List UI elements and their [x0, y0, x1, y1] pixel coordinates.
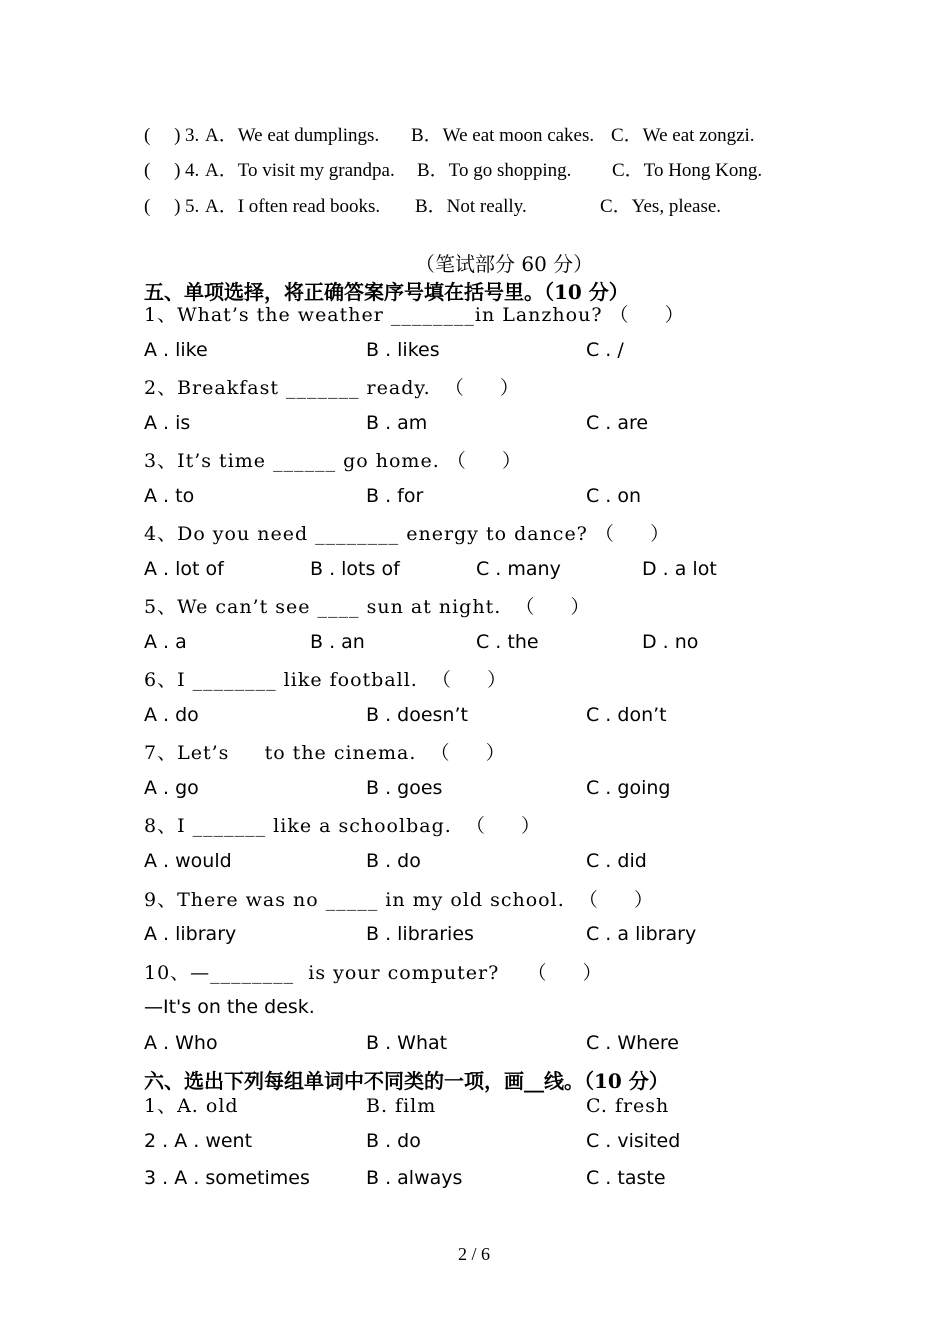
s6-row1-b: B. film — [366, 1095, 437, 1117]
q7-option-b: B . goes — [366, 777, 443, 799]
q3-option-b: B . for — [366, 485, 424, 507]
q4-option-b: B . lots of — [310, 558, 400, 580]
question-1: 1、What’s the weather ________in Lanzhou? （ ） — [144, 304, 685, 326]
written-part-title: （笔试部分 60 分） — [415, 252, 594, 276]
q5-option-d: D . no — [642, 631, 699, 653]
answer-paren: ( ) — [144, 196, 181, 217]
s6-row1-a: 1、A. old — [144, 1095, 239, 1117]
q3-option-c: C . on — [586, 485, 642, 507]
q2-option-b: B . am — [366, 412, 428, 434]
q10-answer-line: —It's on the desk. — [144, 996, 315, 1018]
s6-row2-c: C . visited — [586, 1130, 681, 1152]
q2-option-a: A . is — [144, 412, 191, 434]
option-a: A．I often read books. — [205, 196, 381, 217]
s6-row3-b: B . always — [366, 1167, 463, 1189]
q1-option-a: A . like — [144, 339, 208, 361]
s6-row1-c: C. fresh — [586, 1095, 670, 1117]
q9-option-c: C . a library — [586, 923, 697, 945]
q6-option-a: A . do — [144, 704, 199, 726]
q3-option-a: A . to — [144, 485, 195, 507]
q5-option-a: A . a — [144, 631, 187, 653]
question-7: 7、Let’s to the cinema. （ ） — [144, 742, 506, 764]
question-2: 2、Breakfast _______ ready. （ ） — [144, 377, 520, 399]
question-5: 5、We can’t see ____ sun at night. （ ） — [144, 596, 591, 618]
q2-option-c: C . are — [586, 412, 649, 434]
question-10: 10、—________ is your computer? （ ） — [144, 962, 603, 984]
option-c: C．To Hong Kong. — [612, 160, 763, 181]
s6-row3-a: 3 . A . sometimes — [144, 1167, 310, 1189]
q4-option-d: D . a lot — [642, 558, 717, 580]
item-number: 5. — [185, 196, 200, 217]
option-a: A．We eat dumplings. — [205, 125, 380, 146]
option-b: B．To go shopping. — [417, 160, 572, 181]
s6-row3-c: C . taste — [586, 1167, 666, 1189]
q9-option-b: B . libraries — [366, 923, 474, 945]
section-six-heading: 六、选出下列每组单词中不同类的一项，画__线。（10 分） — [144, 1069, 669, 1093]
q1-option-b: B . likes — [366, 339, 440, 361]
question-9: 9、There was no _____ in my old school. （ ） — [144, 889, 655, 911]
q4-option-a: A . lot of — [144, 558, 224, 580]
q1-option-c: C . / — [586, 339, 624, 361]
q10-option-a: A . Who — [144, 1032, 218, 1054]
q7-option-a: A . go — [144, 777, 199, 799]
q7-option-c: C . going — [586, 777, 671, 799]
item-number: 4. — [185, 160, 200, 181]
q5-option-c: C . the — [476, 631, 539, 653]
answer-paren: ( ) — [144, 160, 181, 181]
question-3: 3、It’s time ______ go home. （ ） — [144, 450, 522, 472]
q9-option-a: A . library — [144, 923, 237, 945]
section-five-heading: 五、单项选择，将正确答案序号填在括号里。（10 分） — [144, 280, 629, 304]
option-c: C．Yes, please. — [600, 196, 722, 217]
item-number: 3. — [185, 125, 200, 146]
option-c: C．We eat zongzi. — [611, 125, 755, 146]
q10-option-c: C . Where — [586, 1032, 679, 1054]
q5-option-b: B . an — [310, 631, 365, 653]
option-b: B．Not really. — [415, 196, 527, 217]
q6-option-c: C . don’t — [586, 704, 667, 726]
s6-row2-b: B . do — [366, 1130, 421, 1152]
question-4: 4、Do you need ________ energy to dance? （ ） — [144, 523, 671, 545]
question-6: 6、I ________ like football. （ ） — [144, 669, 508, 691]
q10-option-b: B . What — [366, 1032, 448, 1054]
q6-option-b: B . doesn’t — [366, 704, 468, 726]
q4-option-c: C . many — [476, 558, 561, 580]
q8-option-c: C . did — [586, 850, 647, 872]
answer-paren: ( ) — [144, 125, 181, 146]
q8-option-a: A . would — [144, 850, 232, 872]
question-8: 8、I _______ like a schoolbag. （ ） — [144, 815, 542, 837]
s6-row2-a: 2 . A . went — [144, 1130, 253, 1152]
q8-option-b: B . do — [366, 850, 421, 872]
option-b: B．We eat moon cakes. — [411, 125, 595, 146]
page-number: 2 / 6 — [458, 1244, 491, 1264]
option-a: A．To visit my grandpa. — [205, 160, 395, 181]
